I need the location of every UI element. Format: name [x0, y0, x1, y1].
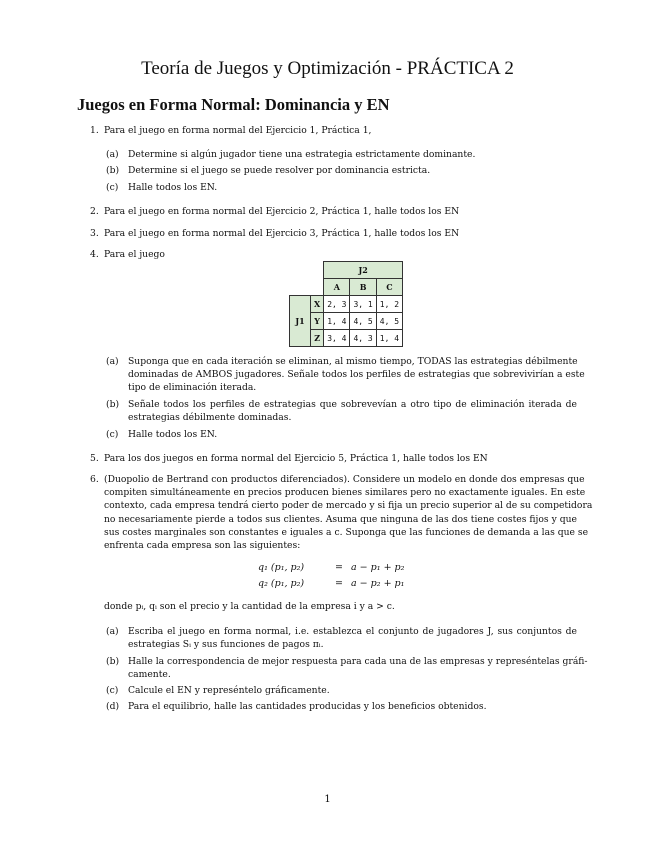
payoff-cell: 1, 4 — [324, 313, 350, 330]
item-3-text: Para el juego en forma normal del Ejercicio 3, Práctica 1, halle todos los EN — [104, 228, 460, 239]
item-6c-text: Calcule el EN y represéntelo gráficamente. — [128, 685, 330, 696]
payoff-cell: 4, 5 — [350, 313, 376, 330]
item-6d-label: (d) — [106, 701, 120, 712]
demand-eq-1-lhs: q₁ (p₁, p₂) — [258, 562, 305, 573]
item-4c-text: Halle todos los EN. — [128, 429, 218, 440]
demand-eq-2-rhs: a − p₂ + p₁ — [351, 578, 405, 589]
payoff-cell: 3, 4 — [324, 330, 350, 347]
item-6b-text: Halle la correspondencia de mejor respuesta para cada una de las empresas y represéntelas gráfi- camente. — [128, 656, 588, 681]
item-6a-label: (a) — [106, 626, 119, 637]
item-1a-text: Determine si algún jugador tiene una estrategia estrictamente dominante. — [128, 149, 476, 160]
demand-eq-2-lhs: q₂ (p₁, p₂) — [258, 578, 305, 589]
item-1-text: Para el juego en forma normal del Ejercicio 1, Práctica 1, — [104, 125, 372, 136]
player-2-label: J2 — [324, 262, 403, 279]
payoff-cell: 1, 4 — [376, 330, 402, 347]
row-header: Y — [311, 313, 324, 330]
item-1-number: 1. — [90, 125, 99, 136]
document-title: Teoría de Juegos y Optimización - PRÁCTICA 2 — [141, 58, 514, 79]
item-4b-text: Señale todos los perfiles de estrategias que sobrevevían a otro tipo de eliminación iterada de estrategias débilmente dominadas. — [128, 399, 577, 424]
item-4-text: Para el juego — [104, 249, 165, 260]
item-5-text: Para los dos juegos en forma normal del Ejercicio 5, Práctica 1, halle todos los EN — [104, 453, 488, 464]
item-6-text: (Duopolio de Bertrand con productos diferenciados). Considere un modelo en donde dos empresas que compiten simultáneamente en precios producen bienes similares pero no exactamente iguales. En este contexto, cada empresa tendrá cierto poder de mercado y si fija un precio superior al de su competidora no necesariamente pierde a todos sus clientes. Asuma que ninguna de las dos tiene costes fijos y que sus costes marginales son constantes e iguales a c. Suponga que las funciones de demanda a las que se enfrenta cada empresa son las siguientes: — [104, 474, 593, 552]
item-1c-label: (c) — [106, 182, 119, 193]
player-1-label: J1 — [290, 296, 311, 347]
demand-eq-2-sign: = — [335, 578, 343, 589]
row-header: Z — [311, 330, 324, 347]
item-2-number: 2. — [90, 206, 99, 217]
item-1b-label: (b) — [106, 165, 120, 176]
payoff-cell: 4, 3 — [350, 330, 376, 347]
item-4-number: 4. — [90, 249, 99, 260]
payoff-cell: 1, 2 — [376, 296, 402, 313]
payoff-cell: 2, 3 — [324, 296, 350, 313]
row-header: X — [311, 296, 324, 313]
item-1a-label: (a) — [106, 149, 119, 160]
item-2-text: Para el juego en forma normal del Ejercicio 2, Práctica 1, halle todos los EN — [104, 206, 460, 217]
item-4c-label: (c) — [106, 429, 119, 440]
item-1b-text: Determine si el juego se puede resolver por dominancia estricta. — [128, 165, 431, 176]
item-5-number: 5. — [90, 453, 99, 464]
item-6d-text: Para el equilibrio, halle las cantidades producidas y los beneficios obtenidos. — [128, 701, 487, 712]
item-4a-label: (a) — [106, 356, 119, 367]
item-6c-label: (c) — [106, 685, 119, 696]
payoff-cell: 4, 5 — [376, 313, 402, 330]
item-4a-text: Suponga que en cada iteración se eliminan, al mismo tiempo, TODAS las estrategias débilmente dominadas de AMBOS jugadores. Señale todos los perfiles de estrategias que sobrevivirían a este tipo de eliminación iterada. — [128, 356, 585, 394]
page-number: 1 — [324, 794, 331, 805]
item-4b-label: (b) — [106, 399, 120, 410]
item-1c-text: Halle todos los EN. — [128, 182, 218, 193]
col-header: C — [376, 279, 402, 296]
col-header: A — [324, 279, 350, 296]
section-title: Juegos en Forma Normal: Dominancia y EN — [77, 95, 390, 114]
demand-eq-1-rhs: a − p₁ + p₂ — [351, 562, 405, 573]
item-6a-text: Escriba el juego en forma normal, i.e. establezca el conjunto de jugadores J, sus conjuntos de estrategias Sᵢ y sus funciones de pagos πᵢ. — [128, 626, 577, 651]
item-3-number: 3. — [90, 228, 99, 239]
item-6b-label: (b) — [106, 656, 120, 667]
item-6-number: 6. — [90, 474, 99, 485]
col-header: B — [350, 279, 376, 296]
demand-eq-1-sign: = — [335, 562, 343, 573]
payoff-cell: 3, 1 — [350, 296, 376, 313]
payoff-table — [289, 261, 403, 347]
item-6-after: donde pᵢ, qᵢ son el precio y la cantidad de la empresa i y a > c. — [104, 601, 395, 612]
